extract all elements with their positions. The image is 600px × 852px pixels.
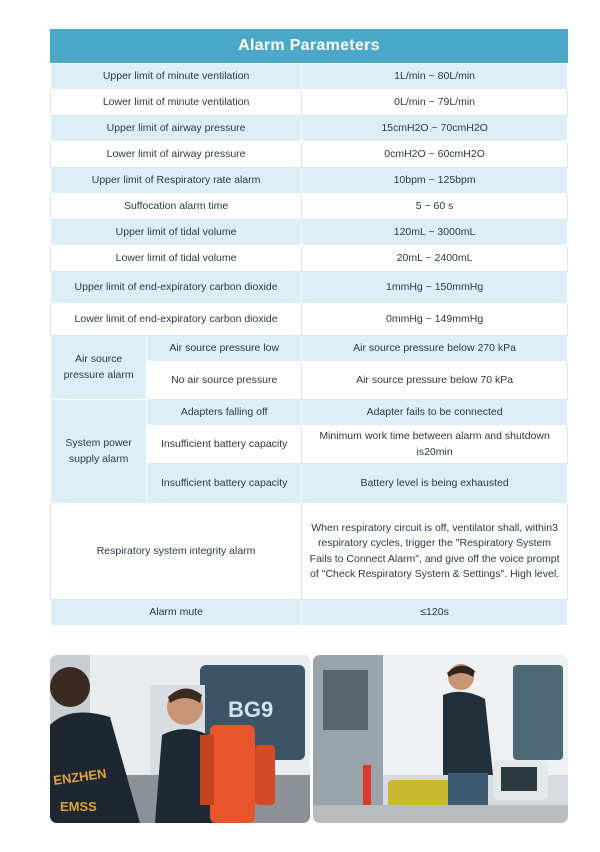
- table-row: [51, 304, 568, 336]
- param-label: Upper limit of minute ventilation: [51, 64, 302, 90]
- photo-strip: [50, 655, 568, 823]
- param-label: Suffocation alarm time: [51, 194, 302, 220]
- param-value: Air source pressure below 70 kPa: [302, 362, 568, 400]
- param-value: When respiratory circuit is off, ventilator shall, within3 respiratory cycles, trigger the "Respiratory System Fails to Connect Alarm", and give off the voice prompt of "Check Respiratory System & Settings". High level.: [302, 504, 568, 600]
- param-label: Respiratory system integrity alarm: [51, 504, 302, 600]
- param-value: 0cmH2O ~ 60cmH2O: [302, 142, 568, 168]
- ventilator-photo: [313, 655, 568, 823]
- param-value: ≤120s: [302, 600, 568, 626]
- alarm-parameters-table: [50, 63, 568, 626]
- param-label: No air source pressure: [147, 362, 302, 400]
- uniform-text-2: EMSS: [60, 799, 97, 814]
- param-value: 1mmHg ~ 150mmHg: [302, 272, 568, 304]
- table-row: [51, 116, 568, 142]
- alarm-parameters-sheet: [50, 29, 568, 626]
- table-row: [51, 142, 568, 168]
- param-value: Minimum work time between alarm and shutdown is20min: [302, 426, 568, 464]
- param-label: Lower limit of end-expiratory carbon dioxide: [51, 304, 302, 336]
- uniform-text: ENZHEN: [52, 765, 108, 788]
- param-label: Air source pressure low: [147, 336, 302, 362]
- table-row: [51, 504, 568, 600]
- table-row: [51, 336, 568, 362]
- param-label: Adapters falling off: [147, 400, 302, 426]
- param-label: Upper limit of airway pressure: [51, 116, 302, 142]
- paramedics-photo: [50, 655, 310, 823]
- param-label: Lower limit of airway pressure: [51, 142, 302, 168]
- param-value: 20mL ~ 2400mL: [302, 246, 568, 272]
- param-value: 10bpm ~ 125bpm: [302, 168, 568, 194]
- table-row: [51, 64, 568, 90]
- table-row: [51, 220, 568, 246]
- param-value: 1L/min ~ 80L/min: [302, 64, 568, 90]
- param-value: 0mmHg ~ 149mmHg: [302, 304, 568, 336]
- table-row: [51, 194, 568, 220]
- group-label-power: System power supply alarm: [51, 400, 147, 504]
- param-value: 5 ~ 60 s: [302, 194, 568, 220]
- table-row: [51, 272, 568, 304]
- param-label: Upper limit of tidal volume: [51, 220, 302, 246]
- param-label: Insufficient battery capacity: [147, 464, 302, 504]
- param-label: Upper limit of Respiratory rate alarm: [51, 168, 302, 194]
- param-label: Insufficient battery capacity: [147, 426, 302, 464]
- param-value: 15cmH2O ~ 70cmH2O: [302, 116, 568, 142]
- param-value: 120mL ~ 3000mL: [302, 220, 568, 246]
- vehicle-number-text: BG9: [228, 697, 274, 722]
- table-row: [51, 168, 568, 194]
- param-value: Air source pressure below 270 kPa: [302, 336, 568, 362]
- param-label: Lower limit of tidal volume: [51, 246, 302, 272]
- table-row: [51, 400, 568, 426]
- table-row: [51, 90, 568, 116]
- table-row: [51, 600, 568, 626]
- param-label: Alarm mute: [51, 600, 302, 626]
- table-row: [51, 246, 568, 272]
- group-label-air-source: Air source pressure alarm: [51, 336, 147, 400]
- param-label: Upper limit of end-expiratory carbon dioxide: [51, 272, 302, 304]
- table-title: Alarm Parameters: [50, 29, 568, 63]
- param-label: Lower limit of minute ventilation: [51, 90, 302, 116]
- param-value: Battery level is being exhausted: [302, 464, 568, 504]
- param-value: 0L/min ~ 79L/min: [302, 90, 568, 116]
- param-value: Adapter fails to be connected: [302, 400, 568, 426]
